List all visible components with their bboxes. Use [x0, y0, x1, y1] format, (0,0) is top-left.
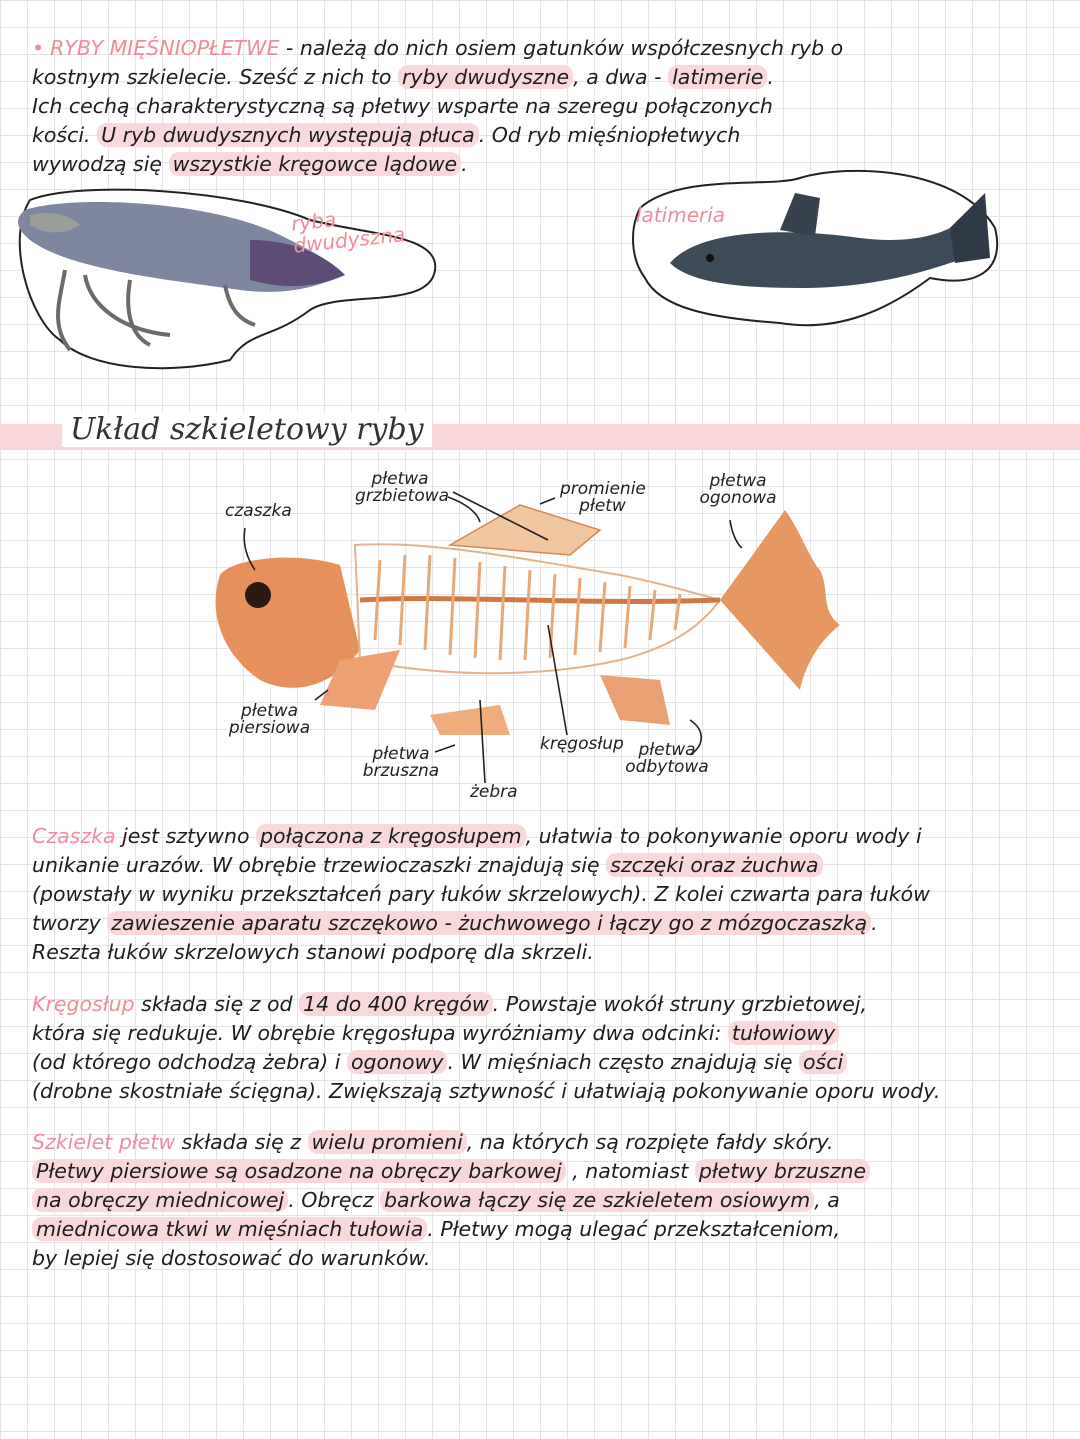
pelvic-fin-label: płetwa brzuszna — [362, 744, 440, 781]
text-line — [32, 1157, 1052, 1186]
text-run: , natomiast — [565, 1159, 695, 1183]
text-line — [32, 1186, 1052, 1215]
highlighted-text: ogonowy — [347, 1050, 448, 1074]
ribs-label: żebra — [470, 782, 518, 802]
text-line — [32, 1128, 1052, 1157]
highlighted-text: wszystkie kręgowce lądowe — [169, 152, 462, 176]
spine-label: kręgosłup — [540, 734, 624, 754]
lungfish-label: ryba dwudyszna — [289, 207, 407, 258]
text-run: składa się z — [175, 1130, 308, 1154]
text-run: jest sztywno — [115, 824, 257, 848]
highlighted-text: latimerie — [668, 65, 767, 89]
text-line — [32, 851, 1052, 880]
highlighted-text: Płetwy piersiowe są osadzone na obręczy barkowej — [32, 1159, 566, 1183]
text-run: . Obręcz — [288, 1188, 380, 1212]
highlighted-text: barkowa łączy się ze szkieletem osiowym — [380, 1188, 814, 1212]
text-run: . Od ryb mięśniopłetwych — [478, 123, 741, 147]
text-run: . — [871, 911, 878, 935]
highlighted-text: płetwy brzuszne — [695, 1159, 870, 1183]
bullet-icon: • — [32, 36, 45, 60]
heading-term: Szkielet płetw — [32, 1130, 176, 1154]
highlighted-text: U ryb dwudysznych występują płuca — [97, 123, 479, 147]
text-run: Ich cechą charakterystyczną są płetwy wsparte na szeregu połączonych — [32, 94, 773, 118]
text-line — [32, 909, 1052, 938]
text-run: . Powstaje wokół struny grzbietowej, — [492, 992, 868, 1016]
text-line — [32, 1019, 1052, 1048]
text-run: tworzy — [32, 911, 108, 935]
text-line — [32, 1077, 1052, 1106]
text-line — [32, 880, 1052, 909]
text-run: , na których są rozpięte fałdy skóry. — [466, 1130, 834, 1154]
text-line — [32, 990, 1052, 1019]
text-run: (drobne skostniałe ścięgna). Zwiększają sztywność i ułatwiają pokonywanie oporu wody. — [32, 1079, 941, 1103]
coelacanth-label: latimeria — [636, 203, 726, 227]
fins-paragraph — [32, 1128, 1052, 1273]
fin-rays-label: promienie płetw — [560, 479, 646, 516]
text-run: kości. — [32, 123, 98, 147]
text-run: , a — [814, 1188, 840, 1212]
dorsal-fin-label: płetwa grzbietowa — [355, 469, 450, 506]
heading-term: RYBY MIĘŚNIOPŁETWE — [50, 36, 280, 60]
highlighted-text: szczęki oraz żuchwa — [606, 853, 822, 877]
text-line — [32, 1244, 1052, 1273]
highlighted-text: ryby dwudyszne — [398, 65, 573, 89]
text-run: (od którego odchodzą żebra) i — [32, 1050, 347, 1074]
skull-label: czaszka — [225, 501, 292, 521]
highlighted-text: 14 do 400 kręgów — [299, 992, 493, 1016]
text-run: . — [461, 152, 468, 176]
text-run: , a dwa - — [573, 65, 669, 89]
heading-term: Kręgosłup — [32, 992, 135, 1016]
text-run: . Płetwy mogą ulegać przekształceniom, — [427, 1217, 841, 1241]
text-run: składa się z od — [134, 992, 300, 1016]
spine-paragraph — [32, 990, 1052, 1106]
caudal-fin-label: płetwa ogonowa — [699, 471, 777, 508]
text-line — [32, 1215, 1052, 1244]
highlighted-text: wielu promieni — [308, 1130, 467, 1154]
text-run: która się redukuje. W obrębie kręgosłupa wyróżniamy dwa odcinki: — [32, 1021, 728, 1045]
section-title: Układ szkieletowy ryby — [62, 412, 432, 447]
anal-fin-label: płetwa odbytowa — [625, 740, 709, 777]
highlighted-text: miednicowa tkwi w mięśniach tułowia — [32, 1217, 427, 1241]
highlighted-text: na obręczy miednicowej — [32, 1188, 288, 1212]
text-run: (powstały w wyniku przekształceń pary łuków skrzelowych). Z kolei czwarta para łuków — [32, 882, 930, 906]
highlighted-text: połączona z kręgosłupem — [256, 824, 526, 848]
text-line — [32, 938, 1052, 967]
text-run: . — [767, 65, 774, 89]
heading-term: Czaszka — [32, 824, 116, 848]
highlighted-text: ości — [799, 1050, 847, 1074]
highlighted-text: tułowiowy — [728, 1021, 839, 1045]
text-run: unikanie urazów. W obrębie trzewioczaszki znajdują się — [32, 853, 607, 877]
text-run: by lepiej się dostosować do warunków. — [32, 1246, 431, 1270]
text-run: Reszta łuków skrzelowych stanowi podporę dla skrzeli. — [32, 940, 594, 964]
text-run: wywodzą się — [32, 152, 169, 176]
text-run: kostnym szkielecie. Sześć z nich to — [32, 65, 398, 89]
highlighted-text: zawieszenie aparatu szczękowo - żuchwowego i łączy go z mózgoczaszką — [107, 911, 871, 935]
text-line — [32, 1048, 1052, 1077]
text-line — [32, 822, 1052, 851]
text-run: . W mięśniach często znajdują się — [447, 1050, 800, 1074]
text-run: , ułatwia to pokonywanie oporu wody i — [525, 824, 922, 848]
skull-paragraph — [32, 822, 1052, 967]
text-run: - należą do nich osiem gatunków współczesnych ryb o — [279, 36, 844, 60]
pectoral-fin-label: płetwa piersiowa — [228, 701, 311, 738]
